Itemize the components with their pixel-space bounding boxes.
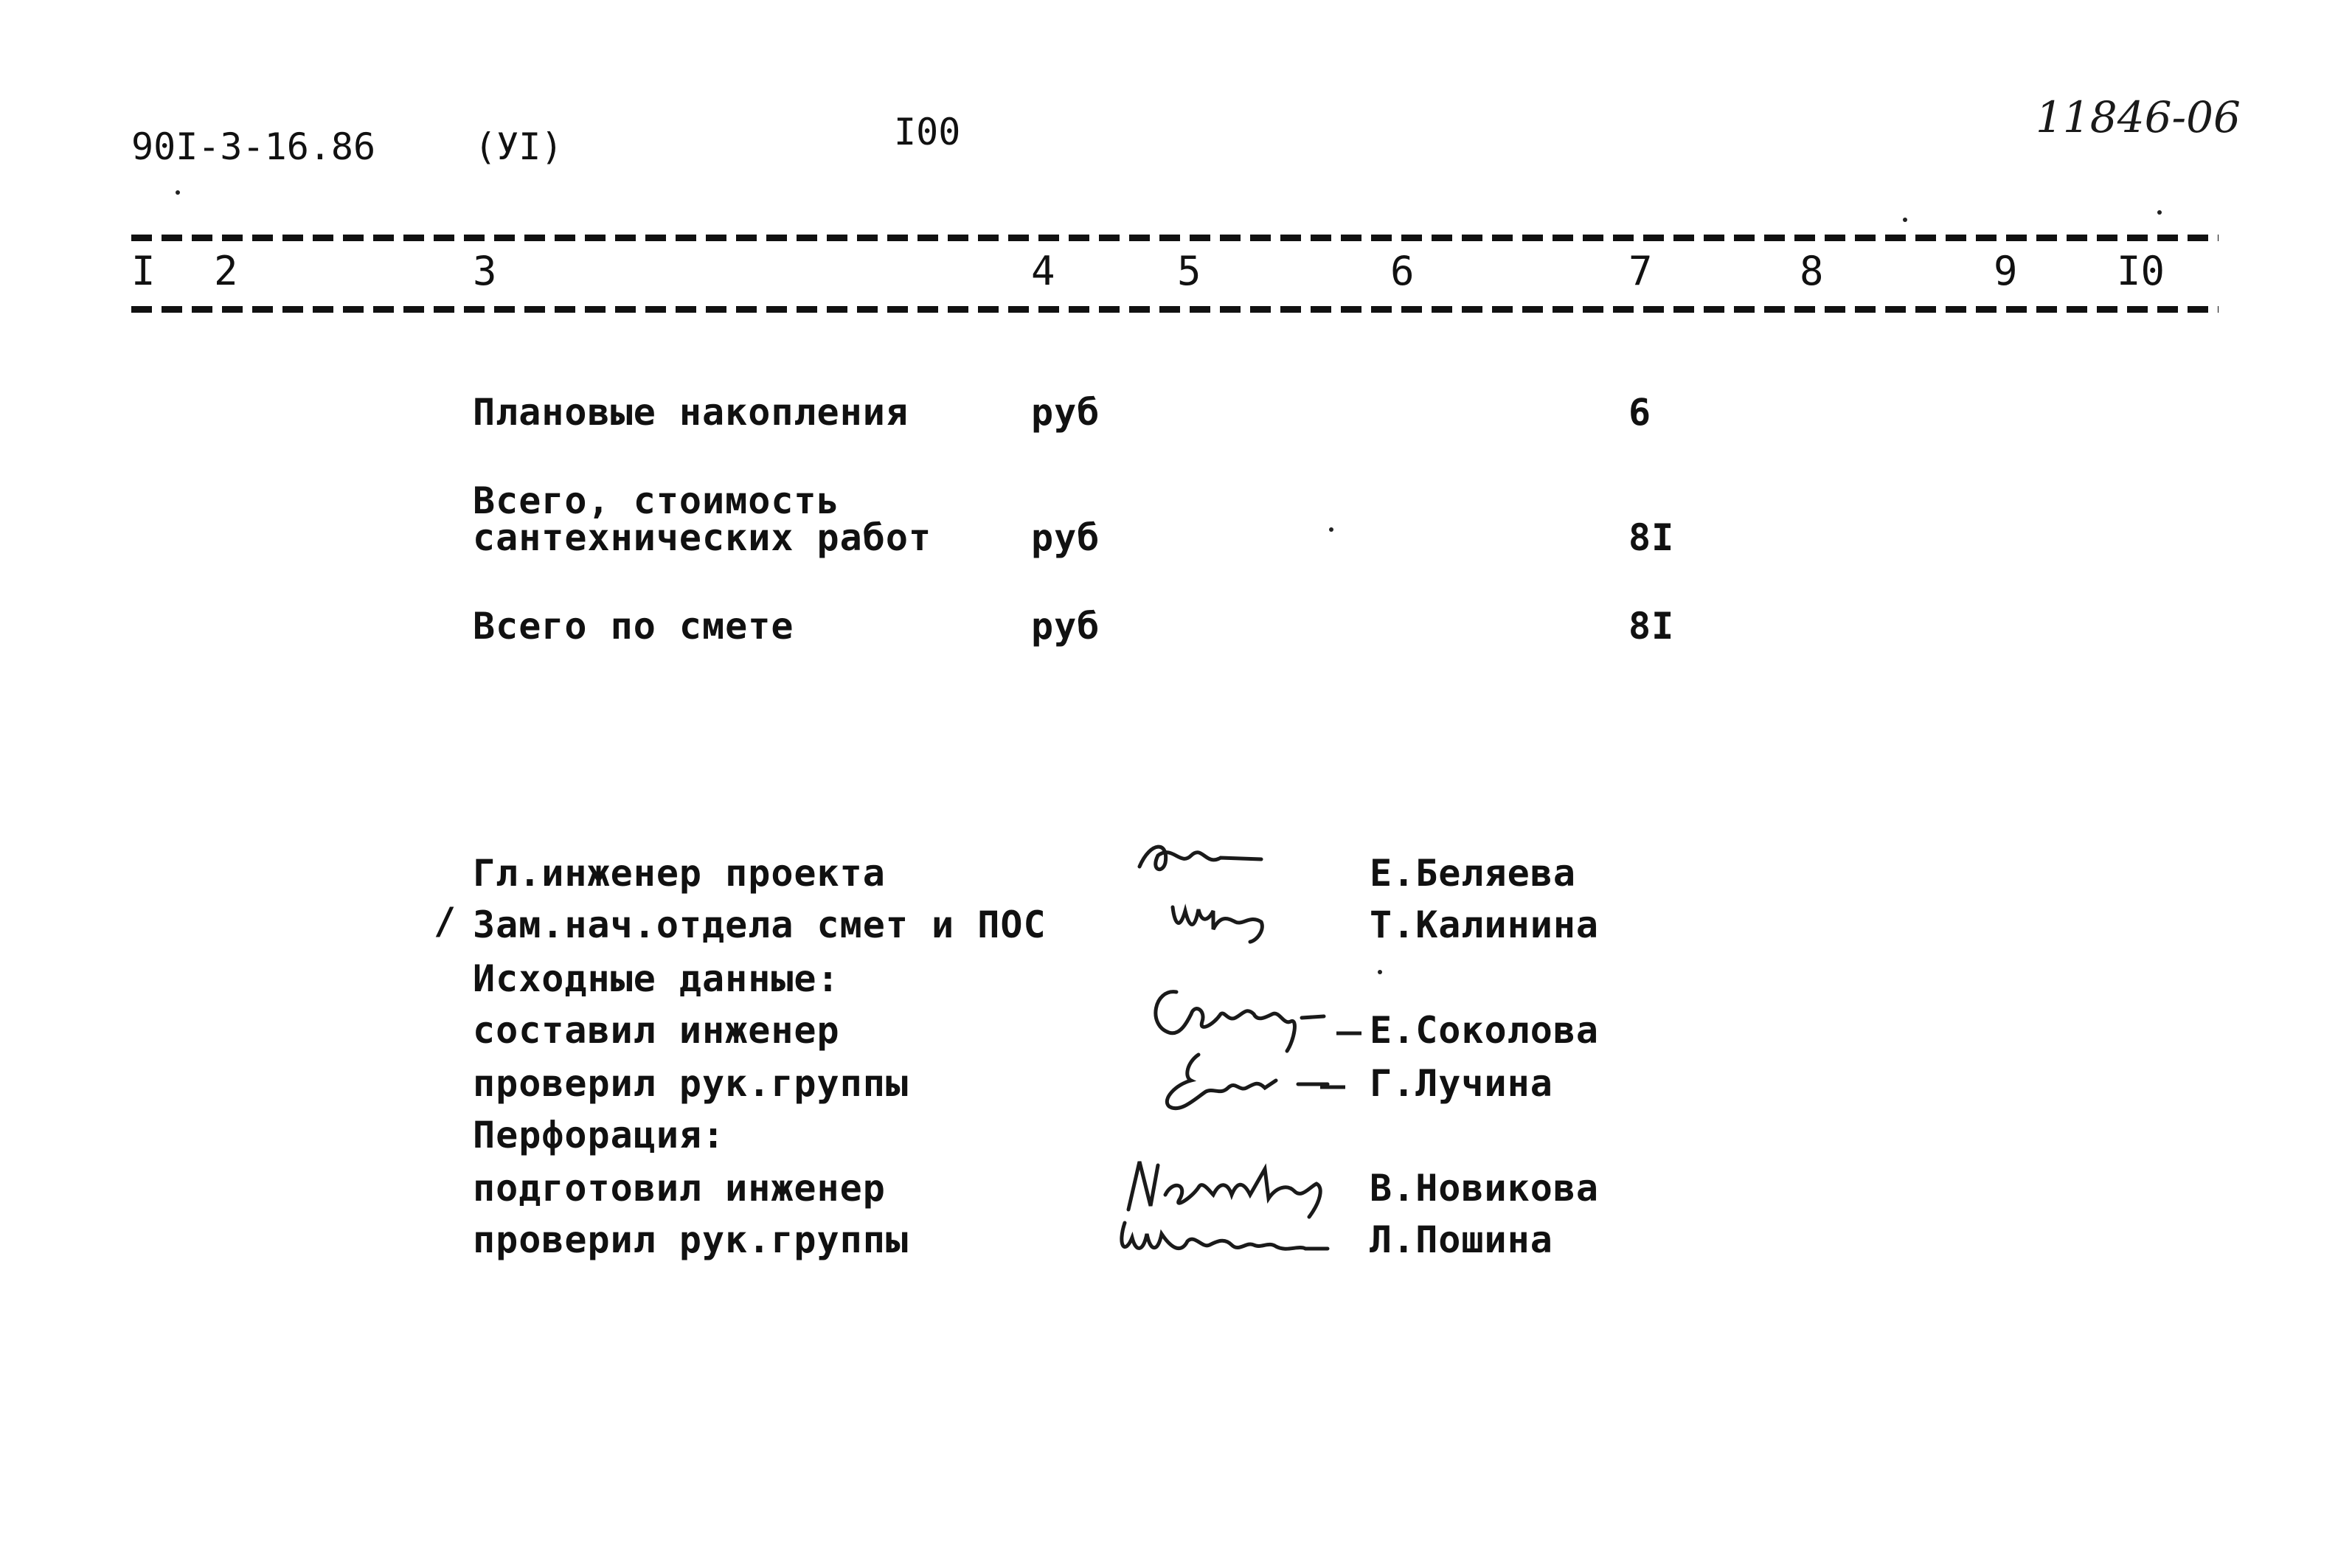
signature-role-deputy-head: Зам.нач.отдела смет и ПОС [473,903,1047,946]
handwritten-signature-1 [1136,837,1269,881]
scan-speck [1378,970,1382,974]
handwritten-signature-5 [1121,1154,1335,1221]
handwritten-signature-3 [1147,981,1339,1055]
signature-role-chief-engineer: Гл.инженер проекта [473,852,886,895]
row-estimate-total-value: 8I [1628,605,1675,648]
margin-mark: / [434,900,457,943]
signature-role-checked-by-1: проверил рук.группы [473,1062,909,1105]
signature-role-compiled-by: составил инженер [473,1009,840,1052]
bottom-dashed-rule [131,306,2219,313]
signature-name-prepared-by: В.Новикова [1370,1167,1600,1210]
signature-section-perforation: Перфорация: [473,1114,726,1156]
column-number-5: 5 [1177,248,1201,294]
scan-speck [1329,527,1333,532]
row-estimate-total-unit: руб [1031,605,1100,648]
signature-name-checked-by-2: Л.Пошина [1370,1218,1553,1261]
row-planned-savings-unit: руб [1031,391,1100,434]
column-number-6: 6 [1390,248,1415,294]
column-number-4: 4 [1031,248,1055,294]
handwritten-signature-2 [1169,896,1280,948]
signature-role-checked-by-2: проверил рук.группы [473,1218,909,1261]
page-number: I00 [894,111,961,153]
signature-name-chief-engineer: Е.Беляева [1370,852,1576,895]
signature-name-checked-by-1: Г.Лучина [1370,1062,1553,1105]
handwritten-signature-4 [1154,1047,1339,1114]
signature-role-prepared-by: подготовил инженер [473,1167,886,1210]
row-plumbing-total-name-line2: сантехнических работ [473,516,932,559]
signature-section-source-data: Исходные данные: [473,957,840,1000]
column-number-3: 3 [473,248,497,294]
scan-speck [176,190,180,195]
column-number-7: 7 [1628,248,1653,294]
row-planned-savings-value: 6 [1628,391,1652,434]
signature-name-deputy-head: Т.Калинина [1370,903,1600,946]
dash-after-signature-3 [1335,1029,1364,1038]
handwritten-signature-6 [1114,1215,1335,1267]
signature-name-compiled-by: Е.Соколова [1370,1009,1600,1052]
row-plumbing-total-unit: руб [1031,516,1100,559]
column-number-8: 8 [1800,248,1824,294]
column-number-2: 2 [214,248,238,294]
scan-speck [2157,210,2162,215]
row-plumbing-total-value: 8I [1628,516,1675,559]
doc-code: 90I-3-16.86 [131,125,376,168]
column-number-9: 9 [1994,248,2018,294]
row-planned-savings-name: Плановые накопления [473,391,909,434]
top-dashed-rule [131,235,2219,241]
column-number-1: I [131,248,156,294]
row-plumbing-total-name-line1: Всего, стоимость [473,479,840,522]
column-number-10: I0 [2117,248,2165,294]
scan-speck [1903,218,1907,222]
handwritten-doc-number: 11846-06 [2036,92,2241,142]
dash-after-signature-4 [1319,1083,1348,1092]
row-estimate-total-name: Всего по смете [473,605,794,648]
section-mark: (УI) [474,125,563,168]
